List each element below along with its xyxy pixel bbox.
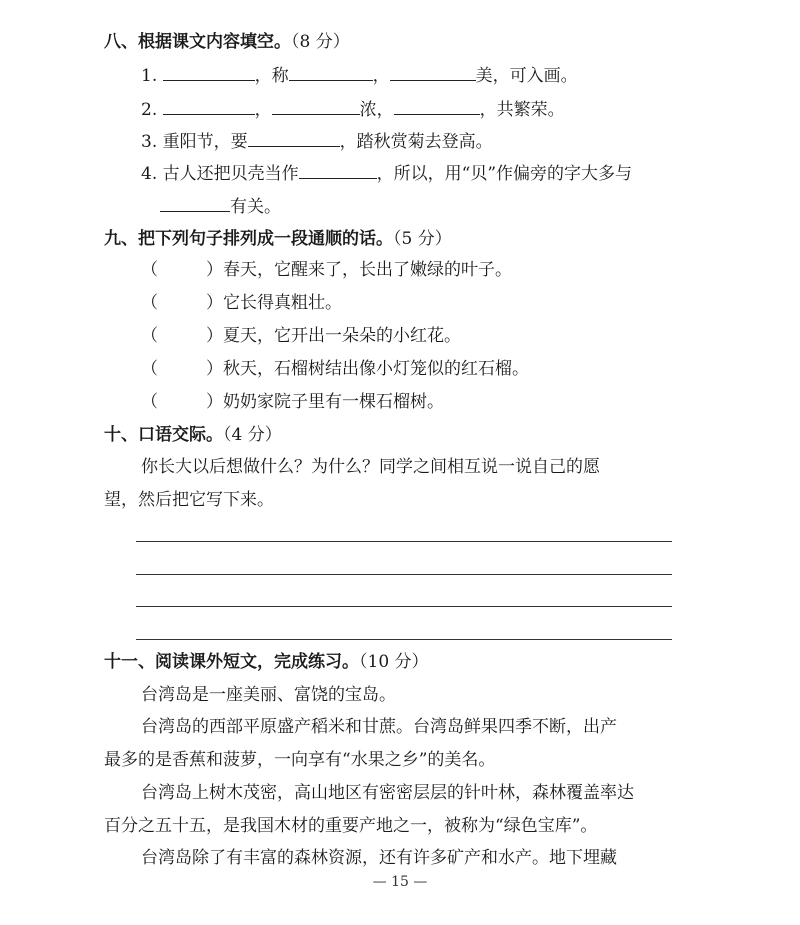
ordering-sentence: 奶奶家院子里有一棵石榴树。	[223, 392, 444, 412]
answer-blank[interactable]	[289, 62, 373, 81]
ordering-sentence: 它长得真粗壮。	[223, 293, 342, 313]
section8-title: 八、根据课文内容填空。	[104, 32, 291, 52]
close-paren: ）	[206, 392, 223, 412]
writing-line[interactable]	[136, 574, 672, 575]
item-text: 有关。	[230, 197, 281, 217]
section8-heading	[104, 30, 350, 54]
answer-blank[interactable]	[299, 160, 377, 179]
ordering-item	[141, 258, 512, 282]
item-text: ，共繁荣。	[479, 100, 565, 120]
close-paren: ）	[206, 260, 223, 280]
ordering-item	[141, 390, 444, 414]
answer-blank[interactable]	[272, 96, 360, 115]
ordering-item	[141, 357, 529, 381]
open-paren: （	[141, 326, 158, 346]
section11-points: （10 分）	[359, 652, 429, 672]
section9-points: （5 分）	[393, 229, 452, 249]
open-paren: （	[141, 359, 158, 379]
section11-title: 十一、阅读课外短文，完成练习。	[104, 652, 359, 672]
open-paren: （	[141, 392, 158, 412]
passage-line: 台湾岛是一座美丽、富饶的宝岛。	[141, 685, 396, 705]
answer-blank[interactable]	[248, 128, 340, 147]
section10-heading	[104, 423, 282, 447]
item-text: ，	[254, 100, 272, 120]
close-paren: ）	[206, 326, 223, 346]
writing-line[interactable]	[136, 541, 672, 542]
section10-points: （4 分）	[223, 425, 282, 445]
section8-item-4	[141, 160, 632, 186]
item-text: ，踏秋赏菊去登高。	[339, 132, 493, 152]
ordering-item	[141, 324, 461, 348]
open-paren: （	[141, 260, 158, 280]
passage-line: 台湾岛除了有丰富的森林资源，还有许多矿产和水产。地下埋藏	[141, 848, 617, 868]
ordering-sentence: 春天，它醒来了，长出了嫩绿的叶子。	[223, 260, 512, 280]
passage-line: 最多的是香蕉和菠萝，一向享有“水果之乡”的美名。	[104, 750, 496, 770]
answer-blank[interactable]	[163, 96, 255, 115]
passage-line: 台湾岛的西部平原盛产稻米和甘蔗。台湾岛鲜果四季不断，出产	[141, 717, 617, 737]
item-text: ，称	[254, 66, 289, 86]
item-text: 3. 重阳节，要	[141, 132, 248, 152]
open-paren: （	[141, 293, 158, 313]
item-number: 2.	[141, 100, 158, 120]
close-paren: ）	[206, 293, 223, 313]
section10-title: 十、口语交际。	[104, 425, 223, 445]
answer-blank[interactable]	[160, 193, 230, 212]
section8-item-3	[141, 128, 493, 154]
item-text: 浓，	[359, 100, 394, 120]
ordering-sentence: 夏天，它开出一朵朵的小红花。	[223, 326, 461, 346]
section9-title: 九、把下列句子排列成一段通顺的话。	[104, 229, 393, 249]
section8-item-4-cont	[160, 193, 281, 219]
passage-line: 百分之五十五，是我国木材的重要产地之一，被称为“绿色宝库”。	[104, 816, 598, 836]
item-text: ，所以，用“贝”作偏旁的字大多与	[376, 164, 633, 184]
section8-item-2	[141, 96, 565, 122]
answer-blank[interactable]	[163, 62, 255, 81]
item-text: 4. 古人还把贝壳当作	[141, 164, 299, 184]
writing-line[interactable]	[136, 606, 672, 607]
section8-points: （8 分）	[291, 32, 350, 52]
section11-heading	[104, 650, 429, 674]
ordering-item	[141, 291, 342, 315]
passage-line: 台湾岛上树木茂密，高山地区有密密层层的针叶林，森林覆盖率达	[141, 783, 634, 803]
item-text: 美，可入画。	[475, 66, 578, 86]
answer-blank[interactable]	[394, 96, 480, 115]
section9-heading	[104, 227, 452, 251]
section8-item-1	[141, 62, 578, 88]
writing-line[interactable]	[136, 639, 672, 640]
item-text: ，	[372, 66, 390, 86]
section10-prompt-line2: 望，然后把它写下来。	[104, 490, 274, 510]
close-paren: ）	[206, 359, 223, 379]
ordering-sentence: 秋天，石榴树结出像小灯笼似的红石榴。	[223, 359, 529, 379]
page-number: — 15 —	[372, 874, 428, 890]
item-number: 1.	[141, 66, 158, 86]
section10-prompt-line1: 你长大以后想做什么？为什么？同学之间相互说一说自己的愿	[141, 457, 600, 477]
answer-blank[interactable]	[390, 62, 476, 81]
